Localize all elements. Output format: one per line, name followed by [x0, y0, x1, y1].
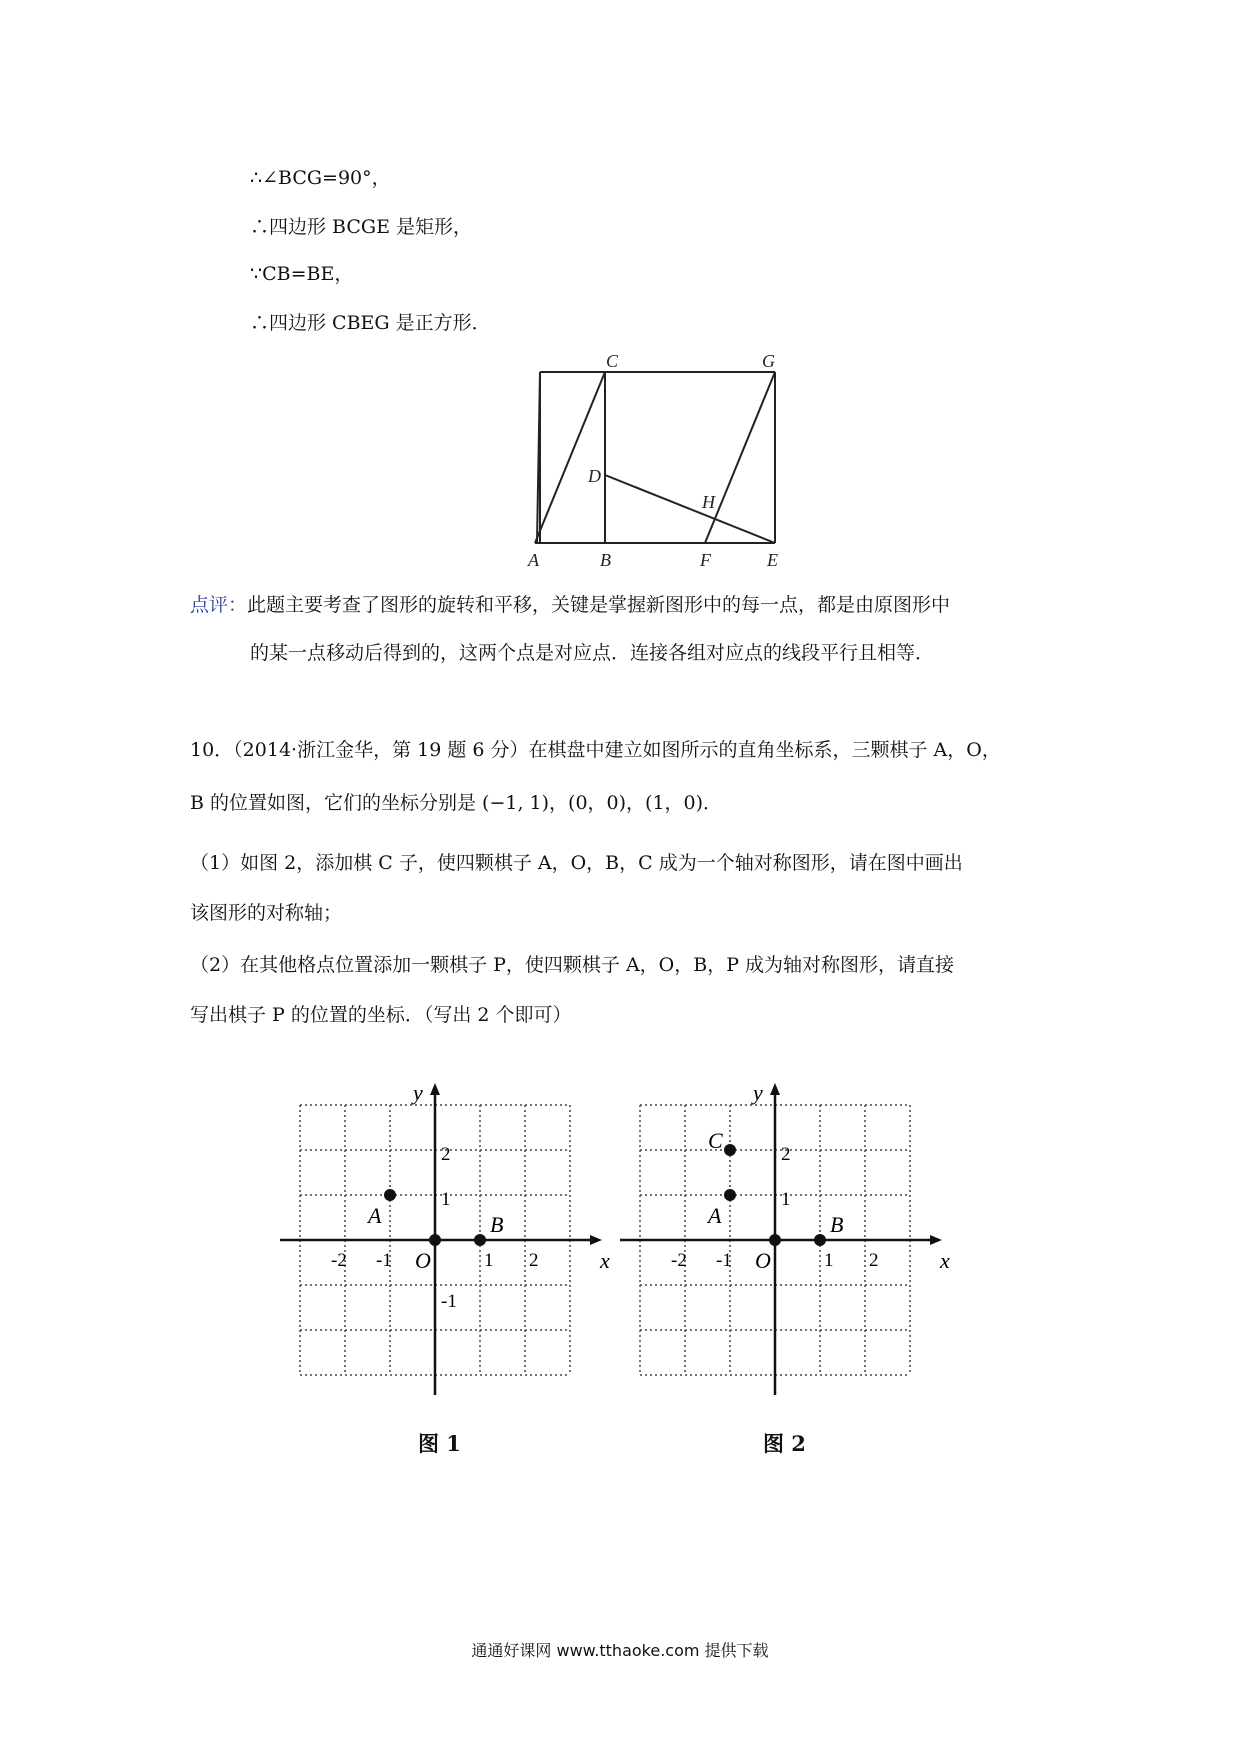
x-tick-label: -1	[716, 1250, 732, 1271]
point-b	[814, 1234, 826, 1246]
comment-line-2: 的某一点移动后得到的，这两个点是对应点．连接各组对应点的线段平行且相等．	[250, 642, 935, 664]
proof-line-4: ∴四边形 CBEG 是正方形．	[250, 312, 491, 334]
point-label-b: B	[490, 1212, 504, 1237]
origin-label: O	[415, 1248, 431, 1273]
y-tick-label: 2	[781, 1144, 791, 1165]
point-label-a: A	[368, 1203, 382, 1228]
point-label-c: C	[708, 1128, 723, 1153]
y-axis-label: y	[413, 1080, 423, 1105]
label-a: A	[528, 550, 539, 570]
label-g: G	[762, 351, 775, 371]
q2-line-2: 写出棋子 P 的位置的坐标．（写出 2 个即可）	[190, 1004, 572, 1026]
grid-figure-1	[280, 1080, 620, 1415]
x-axis-label: x	[600, 1248, 610, 1273]
x-axis-arrow	[930, 1235, 942, 1245]
label-c: C	[606, 351, 619, 371]
y-axis-label: y	[753, 1080, 763, 1105]
point-c	[724, 1144, 736, 1156]
x-tick-label: 1	[824, 1250, 834, 1271]
y-tick-label: -1	[441, 1291, 457, 1312]
grid2-caption: 图 2	[763, 1431, 806, 1456]
point-o	[769, 1234, 781, 1246]
x-tick-label: 1	[484, 1250, 494, 1271]
point-a	[384, 1189, 396, 1201]
label-b: B	[600, 550, 611, 570]
x-axis-label: x	[940, 1248, 950, 1273]
y-tick-label: 1	[441, 1189, 451, 1210]
problem-line-2: B 的位置如图，它们的坐标分别是 (−1, 1)，(0，0)，(1，0)．	[190, 792, 723, 814]
y-tick-label: 2	[441, 1144, 451, 1165]
label-f: F	[700, 550, 711, 570]
point-a	[724, 1189, 736, 1201]
comment-line-1	[190, 590, 950, 617]
proof-line-1: ∴∠BCG=90°，	[250, 167, 391, 189]
label-e: E	[767, 550, 778, 570]
grid-figure-2	[620, 1080, 960, 1415]
proof-line-3: ∵CB=BE，	[250, 263, 354, 285]
origin-label: O	[755, 1248, 771, 1273]
q1-line-1: （1）如图 2，添加棋 C 子，使四颗棋子 A，O，B，C 成为一个轴对称图形，请在图中画出	[190, 852, 963, 874]
problem-header: 10．（2014·浙江金华，第 19 题 6 分）在棋盘中建立如图所示的直角坐标系，三颗棋子 A，O，	[190, 739, 1001, 761]
point-label-a: A	[708, 1203, 722, 1228]
x-axis-arrow	[590, 1235, 602, 1245]
label-h: H	[702, 492, 715, 512]
x-tick-label: -1	[376, 1250, 392, 1271]
x-tick-label: 2	[869, 1250, 879, 1271]
comment-label: 点评：	[190, 594, 248, 616]
x-tick-label: -2	[671, 1250, 687, 1271]
footer: 通通好课网 www.tthaoke.com 提供下载	[471, 1641, 769, 1660]
point-o	[429, 1234, 441, 1246]
point-label-b: B	[830, 1212, 844, 1237]
q1-line-2: 该图形的对称轴；	[190, 902, 343, 924]
grid1-caption: 图 1	[418, 1431, 461, 1456]
q2-line-1: （2）在其他格点位置添加一颗棋子 P，使四颗棋子 A，O，B，P 成为轴对称图形，请直接	[190, 954, 955, 976]
label-d: D	[588, 466, 601, 486]
y-tick-label: 1	[781, 1189, 791, 1210]
point-b	[474, 1234, 486, 1246]
x-tick-label: 2	[529, 1250, 539, 1271]
comment-text-1: 此题主要考查了图形的旋转和平移，关键是掌握新图形中的每一点，都是由原图形中	[247, 594, 951, 616]
x-tick-label: -2	[331, 1250, 347, 1271]
proof-line-2: ∴四边形 BCGE 是矩形，	[250, 216, 472, 238]
